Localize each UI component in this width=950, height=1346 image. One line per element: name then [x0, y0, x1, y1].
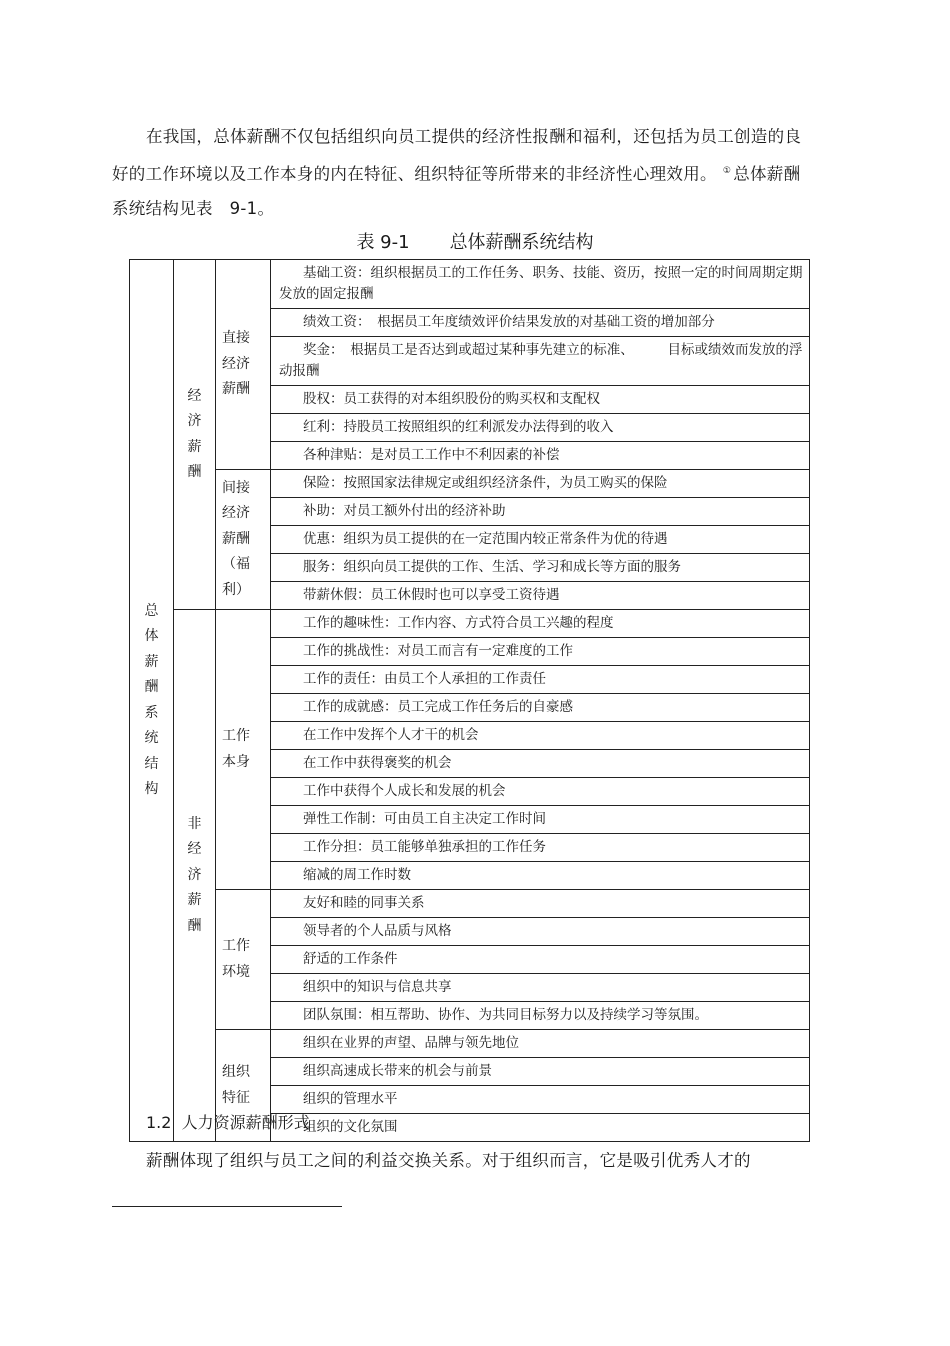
table-row	[130, 890, 810, 918]
item-cell: 奖金： 根据员工是否达到或超过某种事先建立的标准、 目标或绩效而发放的浮动报酬	[271, 337, 810, 386]
item-cell: 弹性工作制：可由员工自主决定工作时间	[271, 806, 810, 834]
intro-text: 在我国，总体薪酬不仅包括组织向员工提供的经济性报酬和福利，还包括为员工创造的良好的工作环境以及工作本身的内在特征、组织特征等所带来的非经济性心理效用。	[112, 127, 802, 184]
root-cell	[130, 260, 174, 1142]
item-cell: 工作分担：员工能够单独承担的工作任务	[271, 834, 810, 862]
table-caption-title: 总体薪酬系统结构	[449, 232, 594, 253]
category-cell	[216, 610, 271, 890]
footnote-marker[interactable]: ①	[722, 166, 732, 176]
item-cell: 补助：对员工额外付出的经济补助	[271, 498, 810, 526]
group-cell	[174, 610, 216, 1142]
item-cell: 缩减的周工作时数	[271, 862, 810, 890]
section-number: 1.2	[146, 1113, 172, 1132]
item-cell: 带薪休假：员工休假时也可以享受工资待遇	[271, 582, 810, 610]
item-cell: 工作的责任：由员工个人承担的工作责任	[271, 666, 810, 694]
section-title: 人力资源薪酬形式	[181, 1113, 310, 1132]
item-cell: 团队氛围：相互帮助、协作、为共同目标努力以及持续学习等氛围。	[271, 1002, 810, 1030]
table-row	[130, 260, 810, 309]
category-cell	[216, 890, 271, 1030]
item-cell: 舒适的工作条件	[271, 946, 810, 974]
group-label: 非经济薪酬	[187, 815, 202, 934]
category-label: 直接经济薪酬	[222, 330, 250, 398]
intro-tail: 总体薪酬系统结构见表 9-1。	[112, 164, 801, 218]
category-label: 工作环境	[222, 938, 250, 980]
item-cell: 各种津贴：是对员工工作中不利因素的补偿	[271, 442, 810, 470]
item-cell: 工作的趣味性：工作内容、方式符合员工兴趣的程度	[271, 610, 810, 638]
table-row	[130, 610, 810, 638]
category-label: 工作本身	[222, 728, 250, 770]
item-cell: 组织在业界的声望、品牌与领先地位	[271, 1030, 810, 1058]
item-cell: 组织的文化氛围	[271, 1114, 810, 1142]
item-cell: 优惠：组织为员工提供的在一定范围内较正常条件为优的待遇	[271, 526, 810, 554]
item-cell: 工作的成就感：员工完成工作任务后的自豪感	[271, 694, 810, 722]
item-cell: 在工作中发挥个人才干的机会	[271, 722, 810, 750]
group-cell	[174, 260, 216, 610]
category-label: 间接经济薪酬（福利）	[222, 479, 250, 598]
item-cell: 友好和睦的同事关系	[271, 890, 810, 918]
category-cell	[216, 470, 271, 610]
root-label: 总体薪酬系统结构	[144, 602, 159, 797]
table-row	[130, 470, 810, 498]
item-cell: 组织高速成长带来的机会与前景	[271, 1058, 810, 1086]
item-cell: 领导者的个人品质与风格	[271, 918, 810, 946]
item-cell: 工作中获得个人成长和发展的机会	[271, 778, 810, 806]
footnote-divider	[112, 1206, 342, 1207]
intro-paragraph	[112, 120, 812, 226]
item-cell: 绩效工资： 根据员工年度绩效评价结果发放的对基础工资的增加部分	[271, 309, 810, 337]
category-cell	[216, 260, 271, 470]
item-cell: 股权：员工获得的对本组织股份的购买权和支配权	[271, 386, 810, 414]
item-cell: 红利：持股员工按照组织的红利派发办法得到的收入	[271, 414, 810, 442]
item-cell: 组织的管理水平	[271, 1086, 810, 1114]
item-cell: 基础工资：组织根据员工的工作任务、职务、技能、资历，按照一定的时间周期定期发放的固定报酬	[271, 260, 810, 309]
item-cell: 保险：按照国家法律规定或组织经济条件，为员工购买的保险	[271, 470, 810, 498]
item-cell: 工作的挑战性：对员工而言有一定难度的工作	[271, 638, 810, 666]
item-cell: 在工作中获得褒奖的机会	[271, 750, 810, 778]
table-caption	[0, 229, 950, 257]
table-row	[130, 1030, 810, 1058]
item-cell: 组织中的知识与信息共享	[271, 974, 810, 1002]
closing-paragraph: 薪酬体现了组织与员工之间的利益交换关系。对于组织而言，它是吸引优秀人才的	[146, 1151, 751, 1170]
table-caption-number: 表 9-1	[356, 232, 410, 253]
compensation-structure-table	[129, 259, 810, 1142]
category-label: 组织特征	[222, 1064, 250, 1106]
group-label: 经济薪酬	[187, 387, 202, 480]
item-cell: 服务：组织向员工提供的工作、生活、学习和成长等方面的服务	[271, 554, 810, 582]
section-heading	[146, 1110, 310, 1136]
